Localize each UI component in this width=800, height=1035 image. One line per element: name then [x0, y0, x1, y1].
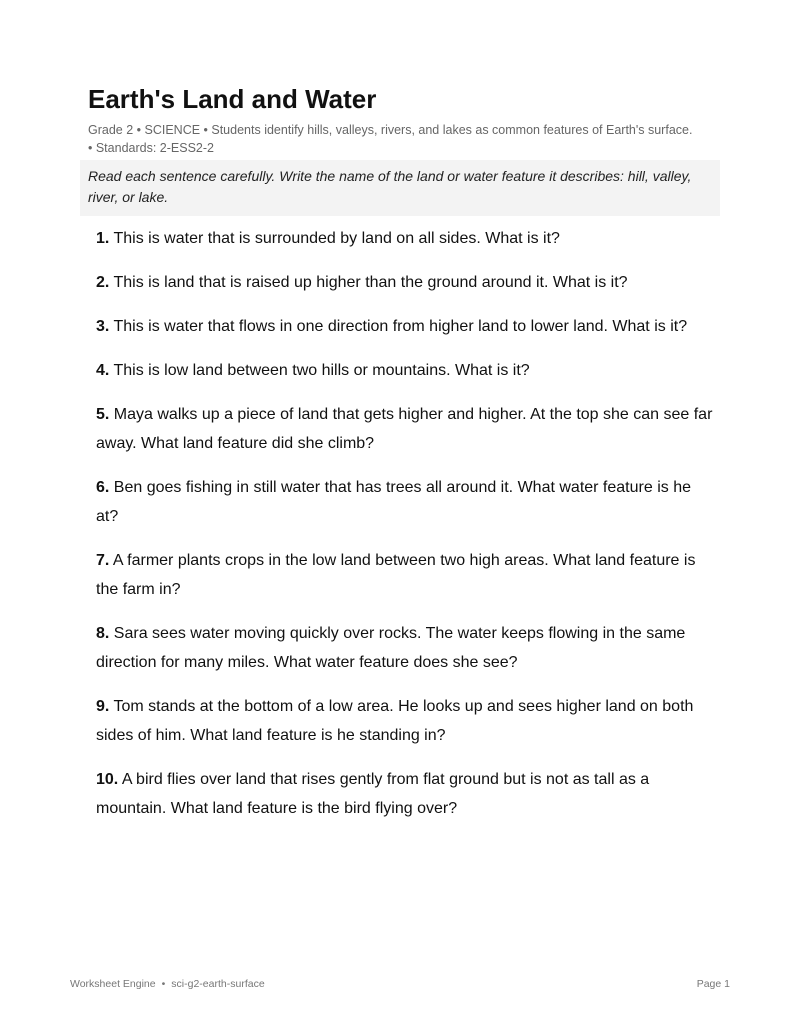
question-list — [96, 224, 716, 838]
question-text: Ben goes fishing in still water that has trees all around it. What water feature is he at? — [96, 479, 691, 525]
question-item — [96, 224, 716, 253]
question-number: 5. — [96, 406, 110, 423]
question-number: 9. — [96, 698, 110, 715]
question-number: 7. — [96, 552, 110, 569]
question-text: This is low land between two hills or mountains. What is it? — [113, 362, 530, 379]
question-text: Maya walks up a piece of land that gets higher and higher. At the top she can see far away. What land feature did she climb? — [96, 406, 713, 452]
question-text: A farmer plants crops in the low land between two high areas. What land feature is the farm in? — [96, 552, 696, 598]
question-number: 6. — [96, 479, 110, 496]
footer-worksheet-id: sci-g2-earth-surface — [171, 978, 265, 990]
question-text: This is water that flows in one direction from higher land to lower land. What is it? — [113, 318, 688, 335]
footer-page-number: Page 1 — [696, 978, 730, 990]
question-text: This is land that is raised up higher than the ground around it. What is it? — [113, 274, 628, 291]
question-text: Tom stands at the bottom of a low area. He looks up and sees higher land on both sides of him. What land feature is he standing in? — [96, 698, 694, 744]
footer-engine: Worksheet Engine — [70, 978, 156, 990]
question-item — [96, 765, 716, 823]
question-text: A bird flies over land that rises gently from flat ground but is not as tall as a mountain. What land feature is the bird flying over? — [96, 771, 650, 817]
question-number: 4. — [96, 362, 110, 379]
question-item — [96, 312, 716, 341]
worksheet-subtitle: Grade 2 • SCIENCE • Students identify hills, valleys, rivers, and lakes as common features of Earth's surface. • Standards: 2-ESS2-2 — [88, 123, 693, 155]
question-item — [96, 692, 716, 750]
question-text: This is water that is surrounded by land on all sides. What is it? — [113, 230, 560, 247]
question-number: 2. — [96, 274, 110, 291]
question-item — [96, 268, 716, 297]
question-item — [96, 619, 716, 677]
question-number: 8. — [96, 625, 110, 642]
footer-separator: • — [161, 978, 166, 990]
question-item — [96, 356, 716, 385]
question-item — [96, 473, 716, 531]
question-text: Sara sees water moving quickly over rocks. The water keeps flowing in the same direction for many miles. What water feature does she see? — [96, 625, 686, 671]
footer-left — [70, 978, 265, 990]
worksheet-instructions: Read each sentence carefully. Write the name of the land or water feature it describes: hill, valley, river, or lake. — [80, 160, 720, 216]
question-number: 10. — [96, 771, 119, 788]
question-item — [96, 546, 716, 604]
question-item — [96, 400, 716, 458]
worksheet-title: Earth's Land and Water — [88, 84, 377, 114]
question-number: 1. — [96, 230, 110, 247]
question-number: 3. — [96, 318, 110, 335]
